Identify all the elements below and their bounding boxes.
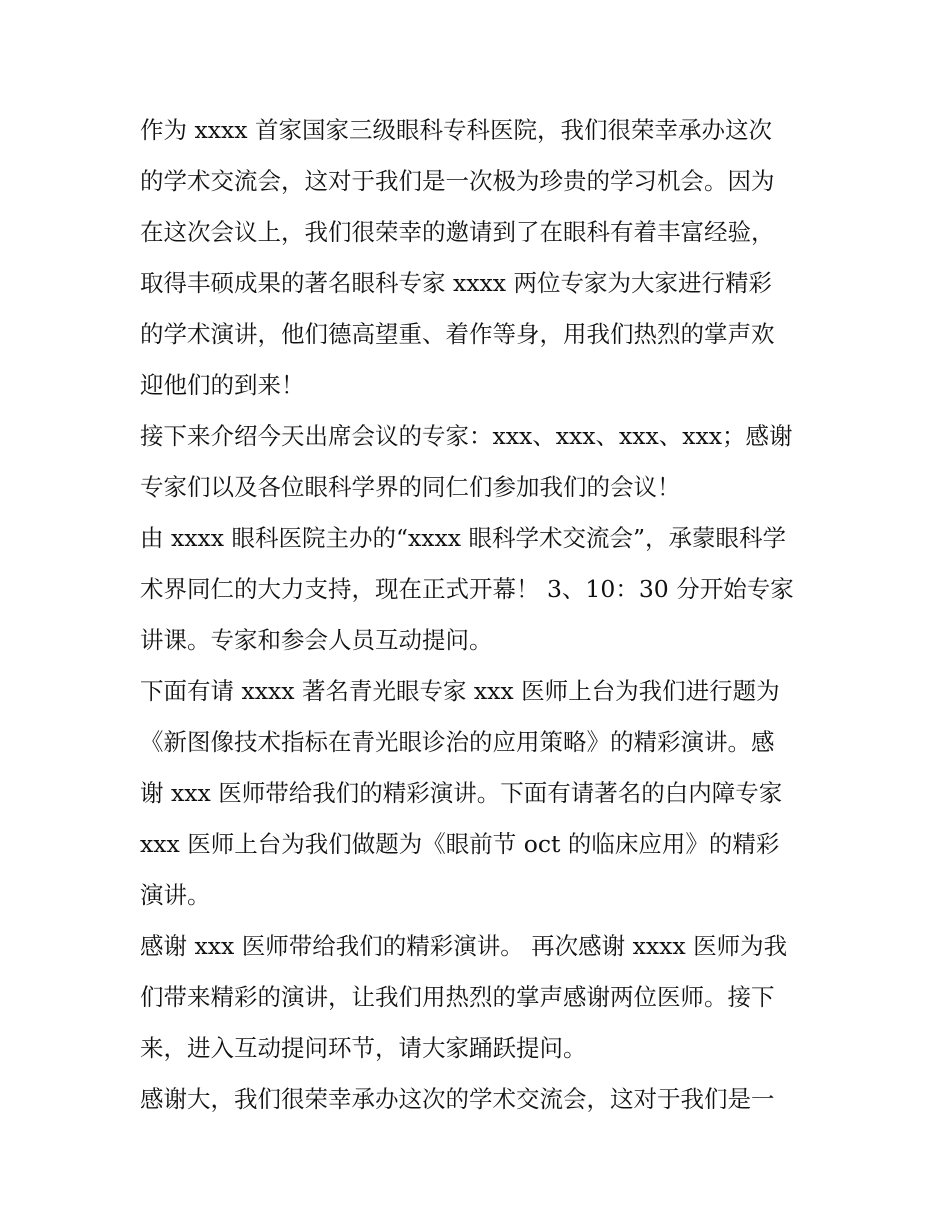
text-line: 来，进入互动提问环节，请大家踊跃提问。 <box>140 1034 587 1062</box>
text-line: 们带来精彩的演讲，让我们用热烈的掌声感谢两位医师。接下 <box>140 983 775 1011</box>
text-line: 迎他们的到来！ <box>140 371 305 399</box>
text-line: 由 xxxx 眼科医院主办的“xxxx 眼科学术交流会”，承蒙眼科学 <box>140 524 786 552</box>
paragraph-opening-ceremony <box>140 513 820 666</box>
paragraph-speeches <box>140 666 820 921</box>
text-line: 接下来介绍今天出席会议的专家：xxx、xxx、xxx、xxx；感谢 <box>140 422 793 450</box>
text-line: 的学术演讲，他们德高望重、着作等身，用我们热烈的掌声欢 <box>140 320 775 348</box>
text-line: 术界同仁的大力支持，现在正式开幕！ 3、10：30 分开始专家 <box>140 575 794 603</box>
text-line: 感谢 xxx 医师带给我们的精彩演讲。 再次感谢 xxxx 医师为我 <box>140 932 788 960</box>
paragraph-opening <box>140 105 820 411</box>
paragraph-experts <box>140 411 820 513</box>
text-line: 的学术交流会，这对于我们是一次极为珍贵的学习机会。因为 <box>140 167 775 195</box>
text-line: 取得丰硕成果的著名眼科专家 xxxx 两位专家为大家进行精彩 <box>140 269 772 297</box>
text-line: 演讲。 <box>140 881 211 909</box>
text-line: 《新图像技术指标在青光眼诊治的应用策略》的精彩演讲。感 <box>140 728 775 756</box>
text-line: xxx 医师上台为我们做题为《眼前节 oct 的临床应用》的精彩 <box>140 830 780 858</box>
text-line: 专家们以及各位眼科学界的同仁们参加我们的会议！ <box>140 473 681 501</box>
text-line: 下面有请 xxxx 著名青光眼专家 xxx 医师上台为我们进行题为 <box>140 677 780 705</box>
text-line: 感谢大，我们很荣幸承办这次的学术交流会，这对于我们是一 <box>140 1085 775 1113</box>
document-body <box>140 105 820 1125</box>
paragraph-thanks <box>140 921 820 1074</box>
text-line: 谢 xxx 医师带给我们的精彩演讲。下面有请著名的白内障专家 <box>140 779 783 807</box>
text-line: 讲课。专家和参会人员互动提问。 <box>140 626 493 654</box>
paragraph-closing <box>140 1074 820 1125</box>
text-line: 作为 xxxx 首家国家三级眼科专科医院，我们很荣幸承办这次 <box>140 116 772 144</box>
text-line: 在这次会议上，我们很荣幸的邀请到了在眼科有着丰富经验， <box>140 218 775 246</box>
